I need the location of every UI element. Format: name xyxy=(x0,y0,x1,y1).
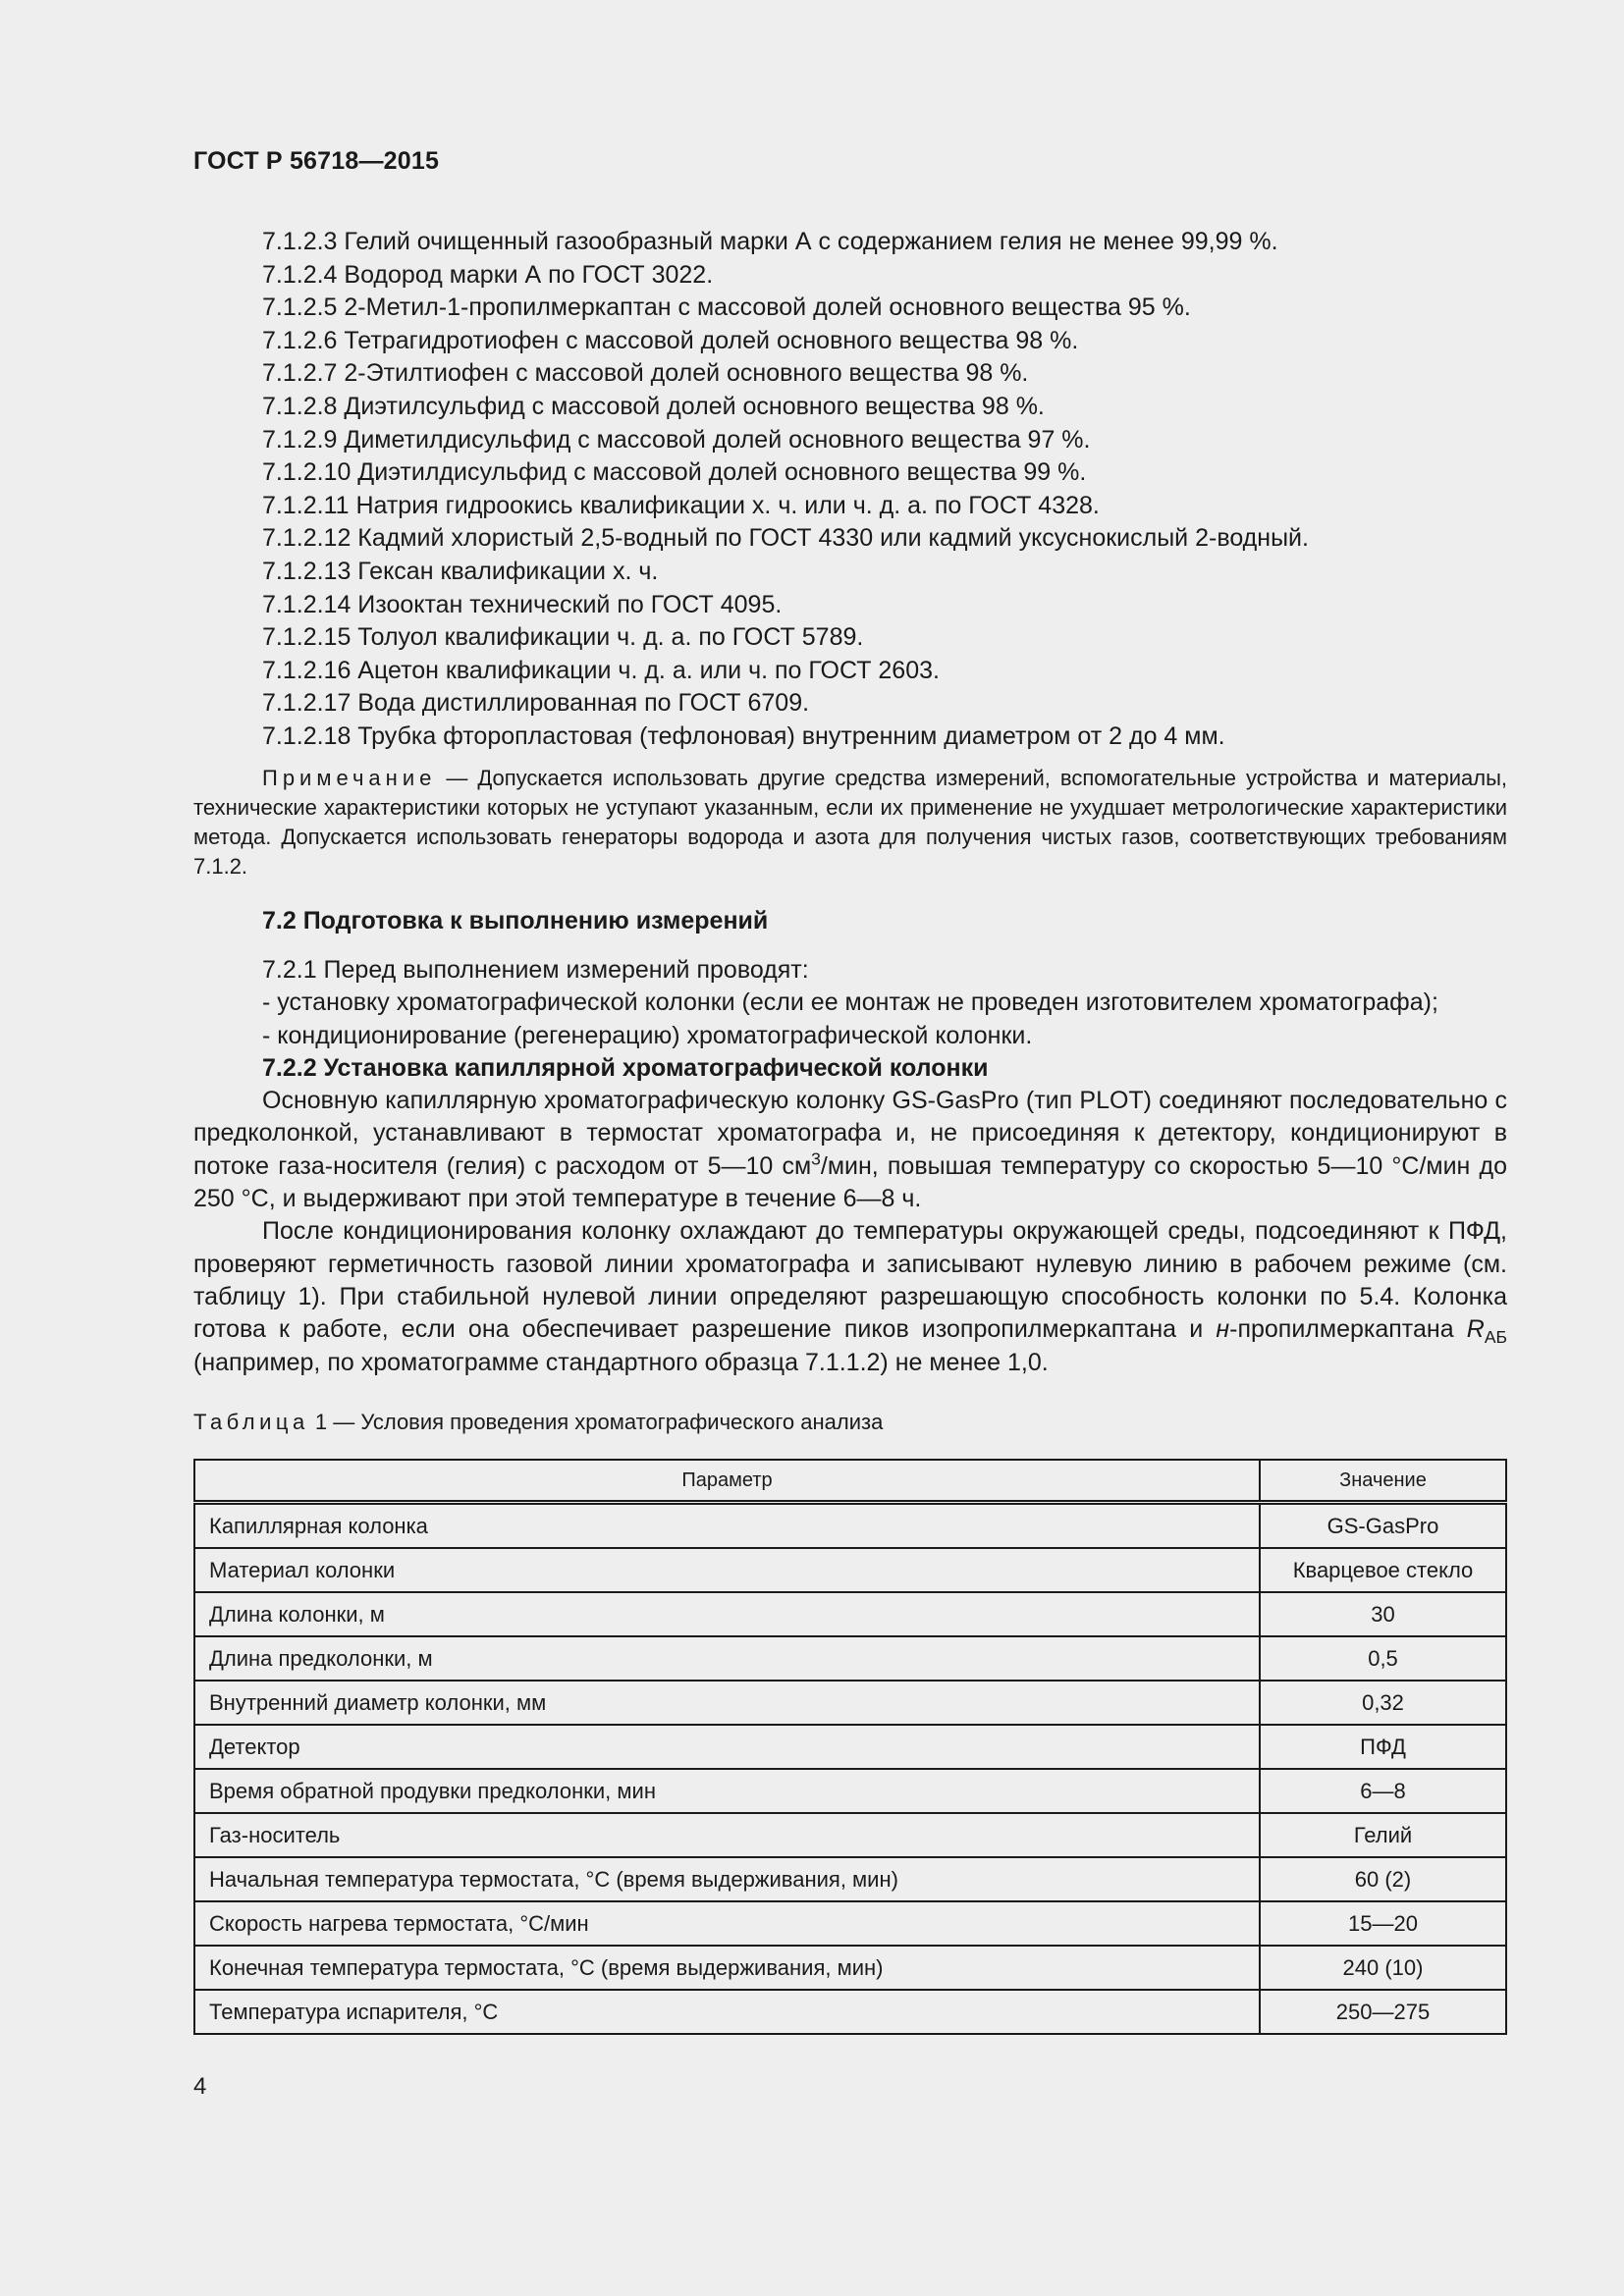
table-caption-text: 1 — Условия проведения хроматографического анализа xyxy=(314,1410,884,1434)
page-number: 4 xyxy=(193,2073,207,2100)
table-header-row xyxy=(194,1460,1506,1503)
table-row xyxy=(194,1769,1506,1813)
table-caption xyxy=(193,1410,883,1435)
value-cell: 0,5 xyxy=(1260,1636,1506,1681)
value-cell: 30 xyxy=(1260,1592,1506,1636)
value-cell: Кварцевое стекло xyxy=(1260,1548,1506,1592)
table-row xyxy=(194,1592,1506,1636)
paragraph-text: (например, по хроматограмме стандартного образца 7.1.1.2) не менее 1,0. xyxy=(193,1348,1049,1376)
param-cell: Температура испарителя, °С xyxy=(194,1990,1260,2034)
section-title: 7.2 Подготовка к выполнению измерений xyxy=(262,907,769,934)
header-parameter: Параметр xyxy=(194,1460,1260,1503)
list-item: 7.1.2.8 Диэтилсульфид с массовой долей основного вещества 98 %. xyxy=(262,392,1045,420)
italic-r: R xyxy=(1466,1315,1485,1344)
param-cell: Конечная температура термостата, °С (время выдерживания, мин) xyxy=(194,1946,1260,1990)
note-label: Примечание xyxy=(262,766,437,790)
paragraph-text: -пропилмеркаптана xyxy=(1229,1315,1467,1344)
list-item: 7.1.2.15 Толуол квалификации ч. д. а. по ГОСТ 5789. xyxy=(262,623,864,652)
list-item: 7.1.2.17 Вода дистиллированная по ГОСТ 6709. xyxy=(262,689,810,718)
table-row xyxy=(194,1503,1506,1549)
conditions-table xyxy=(193,1459,1507,2035)
param-cell: Время обратной продувки предколонки, мин xyxy=(194,1769,1260,1813)
value-cell: 15—20 xyxy=(1260,1901,1506,1946)
value-cell: GS-GasPro xyxy=(1260,1503,1506,1549)
param-cell: Капиллярная колонка xyxy=(194,1503,1260,1549)
list-item: 7.1.2.4 Водород марки А по ГОСТ 3022. xyxy=(262,260,714,289)
paragraph-conditioning xyxy=(193,1215,1507,1378)
italic-n: н xyxy=(1216,1315,1230,1344)
section-body xyxy=(193,954,1507,1379)
param-cell: Материал колонки xyxy=(194,1548,1260,1592)
param-cell: Скорость нагрева термостата, °С/мин xyxy=(194,1901,1260,1946)
value-cell: 6—8 xyxy=(1260,1769,1506,1813)
list-item: 7.1.2.11 Натрия гидроокись квалификации х. ч. или ч. д. а. по ГОСТ 4328. xyxy=(262,491,1100,519)
bullet-item: - установку хроматографической колонки (если ее монтаж не проведен изготовителем хроматографа); xyxy=(262,988,1438,1017)
paragraph-installation xyxy=(193,1085,1507,1215)
list-item: 7.1.2.6 Тетрагидротиофен с массовой долей основного вещества 98 %. xyxy=(262,326,1079,354)
subscript: АБ xyxy=(1484,1327,1507,1348)
list-item: 7.1.2.7 2-Этилтиофен с массовой долей основного вещества 98 %. xyxy=(262,359,1029,388)
table-row xyxy=(194,1681,1506,1725)
param-cell: Начальная температура термостата, °С (время выдерживания, мин) xyxy=(194,1857,1260,1901)
table-row xyxy=(194,1548,1506,1592)
param-cell: Длина колонки, м xyxy=(194,1592,1260,1636)
note-paragraph xyxy=(193,764,1507,881)
value-cell: 250—275 xyxy=(1260,1990,1506,2034)
paragraph-text: /мин, повышая температуру со скоростью 5—10 °С/мин до 250 °С, и выдерживают при этой температуре в течение 6—8 ч. xyxy=(193,1151,1507,1213)
paragraph-text: Основную капиллярную хроматографическую колонку GS-GasPro (тип PLOT) соединяют последовательно с предколонкой, устанавливают в термостат хроматографа и, не присоединяя к детектору, кондиционируют в потоке газа-носителя (гелия) с расходом от 5—10 см xyxy=(193,1087,1507,1180)
value-cell: Гелий xyxy=(1260,1813,1506,1857)
list-item: 7.1.2.5 2-Метил-1-пропилмеркаптан с массовой долей основного вещества 95 %. xyxy=(262,294,1191,322)
table-row xyxy=(194,1636,1506,1681)
note-dash: — xyxy=(436,766,478,790)
value-cell: ПФД xyxy=(1260,1725,1506,1769)
superscript: 3 xyxy=(811,1148,821,1169)
param-cell: Внутренний диаметр колонки, мм xyxy=(194,1681,1260,1725)
list-item: 7.1.2.10 Диэтилдисульфид с массовой долей основного вещества 99 %. xyxy=(262,458,1087,487)
list-item: 7.1.2.18 Трубка фторопластовая (тефлоновая) внутренним диаметром от 2 до 4 мм. xyxy=(262,721,1225,750)
list-item: 7.1.2.16 Ацетон квалификации ч. д. а. или ч. по ГОСТ 2603. xyxy=(262,656,940,684)
list-item: 7.1.2.12 Кадмий хлористый 2,5-водный по ГОСТ 4330 или кадмий уксуснокислый 2-водный. xyxy=(262,524,1309,553)
paragraph-7-2-1: 7.2.1 Перед выполнением измерений проводят: xyxy=(262,956,809,984)
list-item: 7.1.2.9 Диметилдисульфид с массовой долей основного вещества 97 %. xyxy=(262,425,1091,454)
note-text: Допускается использовать другие средства измерений, вспомогательные устройства и материалы, технические характеристики которых не уступают указанным, если их применение не ухудшает метрологические характеристики метода. Допускается использовать генераторы водорода и азота для получения чистых газов, соответствующих требованиям 7.1.2. xyxy=(193,766,1507,879)
param-cell: Детектор xyxy=(194,1725,1260,1769)
value-cell: 0,32 xyxy=(1260,1681,1506,1725)
paragraph-text: После кондиционирования колонку охлаждают до температуры окружающей среды, подсоединяют к ПФД, проверяют герметичность газовой линии хроматографа и записывают нулевую линию в рабочем режиме (см. таблицу 1). При стабильной нулевой линии определяют разрешающую способность колонки по 5.4. Колонка готова к работе, если она обеспечивает разрешение пиков изопропилмеркаптана и xyxy=(193,1217,1507,1344)
table-row xyxy=(194,1901,1506,1946)
list-item: 7.1.2.3 Гелий очищенный газообразный марки А с содержанием гелия не менее 99,99 %. xyxy=(262,228,1278,255)
header-value: Значение xyxy=(1260,1460,1506,1503)
list-item: 7.1.2.13 Гексан квалификации х. ч. xyxy=(262,557,659,585)
subsection-title: 7.2.2 Установка капиллярной хроматографической колонки xyxy=(262,1053,989,1082)
table-row xyxy=(194,1857,1506,1901)
table-row xyxy=(194,1990,1506,2034)
list-item: 7.1.2.14 Изооктан технический по ГОСТ 4095. xyxy=(262,590,783,618)
materials-list xyxy=(193,226,1507,754)
value-cell: 240 (10) xyxy=(1260,1946,1506,1990)
table-row xyxy=(194,1813,1506,1857)
param-cell: Длина предколонки, м xyxy=(194,1636,1260,1681)
value-cell: 60 (2) xyxy=(1260,1857,1506,1901)
param-cell: Газ-носитель xyxy=(194,1813,1260,1857)
table-row xyxy=(194,1725,1506,1769)
bullet-item: - кондиционирование (регенерацию) хроматографической колонки. xyxy=(262,1021,1033,1049)
standard-header: ГОСТ Р 56718—2015 xyxy=(193,147,440,175)
table-row xyxy=(194,1946,1506,1990)
table-caption-label: Таблица xyxy=(193,1410,309,1434)
